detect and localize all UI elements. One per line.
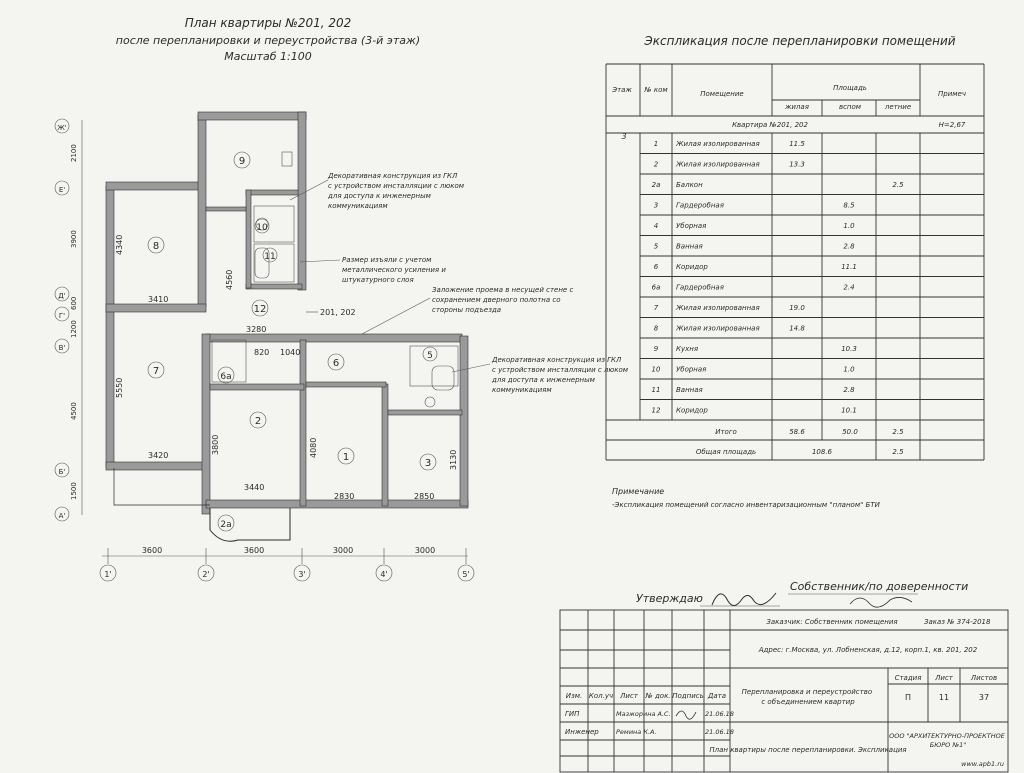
room-number: 8 [152, 241, 160, 252]
title-block [560, 610, 1008, 772]
stamp-order: Заказ № 374-2018 [924, 618, 991, 626]
room-number: 10 [256, 223, 268, 233]
plan-title [116, 16, 420, 63]
stage-head: Стадия [894, 674, 922, 682]
row-aux: 2.8 [843, 386, 855, 394]
stamp-drawing: План квартиры после перепланировки. Экспликация [709, 746, 907, 754]
col-head: Дата [707, 692, 727, 700]
room-label [252, 300, 268, 316]
callout-4: Декоративная конструкция из ГКЛ с устройством инсталляции с люком для доступа к инженерным коммуникациям [492, 356, 629, 394]
inner-dimensions [115, 235, 458, 501]
loggia-line [114, 468, 210, 505]
room-number: 2 [254, 416, 262, 427]
header-floor: Этаж [612, 86, 632, 94]
axis-label: 5' [462, 570, 470, 579]
approve-label: Утверждаю [636, 592, 703, 605]
row-number: 3 [653, 201, 659, 210]
wall-room9-top [198, 112, 306, 120]
room-label [263, 248, 277, 262]
wall-left [106, 186, 114, 468]
toilet-5 [425, 397, 435, 407]
plan-title-line1: План квартиры №201, 202 [184, 16, 352, 30]
dim-text: 3800 [211, 434, 220, 455]
wall-room10-left [246, 190, 251, 288]
wall-right [460, 336, 468, 506]
axis-label: Д' [58, 292, 66, 300]
row-number: 1 [653, 140, 659, 148]
callout-2: Размер изъяли с учетом металлического усиления и штукатурного слоя [342, 256, 446, 284]
axis-dim: 3000 [414, 546, 436, 555]
approval [636, 580, 968, 607]
dim-text: 3130 [449, 449, 458, 470]
wall-room6-bottom [306, 382, 386, 387]
room-label [420, 454, 436, 470]
floor-number: 3 [621, 132, 627, 141]
stove [282, 152, 292, 166]
wall-room9-bottom [206, 207, 246, 211]
wall-room7-bottom [106, 462, 206, 470]
staff-role: Инженер [565, 728, 599, 736]
room11-outline [254, 244, 294, 282]
plan-scale: Масштаб 1:100 [224, 50, 312, 63]
stamp-address: Адрес: г.Москва, ул. Лобненская, д.12, корп.1, кв. 201, 202 [758, 646, 978, 654]
row-number: 4 [653, 222, 659, 230]
axis-label: В' [58, 344, 66, 352]
room-label [250, 412, 266, 428]
signature [676, 711, 696, 719]
col-head: Кол.уч [588, 692, 614, 700]
axis-label: 1' [104, 570, 112, 579]
row-number: 6 [653, 263, 659, 271]
row-number: 5 [653, 242, 659, 251]
wall-corridor-top [206, 334, 462, 342]
row-number: 12 [651, 406, 661, 415]
wall-room2-left [202, 334, 210, 514]
row-aux: 1.0 [843, 222, 855, 230]
stage-value: П [904, 693, 912, 702]
dim-text: 4340 [115, 234, 124, 255]
axis-dim: 1200 [70, 320, 78, 338]
row-name: Уборная [676, 365, 707, 374]
row-name: Жилая изолированная [676, 304, 760, 312]
overall-value: 108.6 [811, 448, 833, 456]
room-number: 9 [238, 156, 246, 167]
row-number: 6а [651, 283, 661, 292]
room-number: 6а [220, 372, 232, 382]
flat-label: 201, 202 [320, 308, 356, 317]
row-number: 8 [653, 324, 659, 333]
room-number: 2а [220, 520, 232, 530]
header-name: Помещение [700, 90, 744, 98]
row-number: 9 [653, 345, 659, 353]
dim-text: 4080 [309, 437, 318, 458]
room-label [423, 347, 437, 361]
axis-dim: 600 [70, 296, 78, 310]
row-name: Балкон [676, 181, 703, 189]
row-number: 7 [653, 304, 659, 312]
ceiling-height: Н=2,67 [938, 121, 966, 129]
row-aux: 11.1 [841, 263, 857, 271]
signature [850, 597, 912, 607]
header-living: жилая [785, 103, 809, 111]
axis-label: Г' [58, 312, 66, 320]
header-summer: летние [884, 103, 912, 111]
dim-text: 3280 [246, 325, 267, 334]
axis-dim: 4500 [70, 402, 78, 420]
total-aux: 50.0 [842, 428, 858, 436]
wall-room3-top [388, 410, 462, 415]
callout-1: Декоративная конструкция из ГКЛ с устройством инсталляции с люком для доступа к инженерным коммуникациям [328, 172, 465, 210]
dim-text: 820 [254, 348, 270, 357]
header-area: Площадь [833, 84, 867, 92]
row-aux: 10.1 [841, 406, 857, 415]
stamp-work: Перепланировка и переустройство с объединением квартир [741, 688, 873, 706]
room-label [234, 152, 250, 168]
axes-left [55, 119, 82, 521]
overall-label: Общая площадь [695, 448, 757, 456]
header-num: № ком [644, 86, 668, 94]
dim-text: 5550 [115, 377, 124, 398]
row-living: 11.5 [789, 140, 805, 148]
notes-title: Примечание [612, 487, 665, 496]
stamp-customer: Заказчик: Собственник помещения [766, 618, 898, 626]
wall-room2-room1 [300, 340, 306, 506]
dim-text: 3410 [148, 295, 169, 304]
row-number: 10 [651, 365, 661, 374]
room-label [148, 362, 164, 378]
col-head: Лист [620, 692, 638, 700]
axis-label: Е' [58, 186, 66, 194]
axis-dim: 3900 [70, 230, 78, 248]
sheets-head: Листов [970, 674, 998, 682]
explication-totals [696, 428, 904, 456]
row-aux: 1.0 [843, 365, 855, 374]
staff-role: ГИП [565, 710, 580, 718]
total-label: Итого [715, 428, 737, 436]
wall-room11-bottom [246, 284, 302, 289]
staff-name: Ремина К.А. [616, 728, 657, 736]
sheet-value: 11 [938, 693, 950, 702]
room-label [218, 515, 234, 531]
explication-title: Экспликация после перепланировки помещений [644, 34, 956, 48]
room-label [148, 237, 164, 253]
axis-dim: 3600 [243, 546, 265, 555]
axis-dim: 3600 [141, 546, 163, 555]
room-number: 6 [332, 358, 340, 369]
header-note: Примеч [938, 90, 966, 98]
room-number: 3 [424, 458, 432, 469]
staff-date: 21.06.18 [705, 728, 734, 736]
axis-dim: 2100 [70, 144, 78, 162]
header-aux: вспом [838, 103, 862, 111]
room-number: 12 [253, 304, 267, 315]
wall-room9-left [198, 115, 206, 307]
room-number: 7 [152, 366, 160, 377]
axis-label: А' [58, 512, 66, 520]
staff-date: 21.06.18 [705, 710, 734, 718]
total-living: 58.6 [789, 428, 805, 436]
axes-bottom [100, 546, 474, 581]
flat-row: Квартира №201, 202 [732, 121, 808, 129]
row-living: 19.0 [789, 304, 805, 312]
col-head: Подпись [672, 692, 704, 700]
room-label [338, 448, 354, 464]
row-name: Гардеробная [676, 201, 724, 210]
callout-3: Заложение проема в несущей стене с сохранением дверного полотна со стороны подъезда [432, 286, 574, 314]
dim-text: 2830 [334, 492, 355, 501]
row-name: Гардеробная [676, 283, 724, 292]
row-number: 2 [653, 160, 659, 169]
dim-text: 3440 [244, 483, 265, 492]
row-aux: 8.5 [843, 201, 855, 210]
wall-room10-top [246, 190, 298, 195]
room-label [328, 354, 344, 370]
dim-text: 2850 [414, 492, 435, 501]
explication [606, 34, 984, 509]
explication-header [611, 84, 966, 141]
dim-text: 4560 [225, 269, 234, 290]
room-label [255, 219, 269, 233]
axis-label: 4' [380, 570, 388, 579]
notes-text: -Экспликация помещений согласно инвентаризационным "планом" БТИ [612, 501, 880, 509]
dim-text: 3420 [148, 451, 169, 460]
room5-outline [410, 346, 458, 386]
col-head: Изм. [565, 692, 583, 700]
stamp-company: ООО "АРХИТЕКТУРНО-ПРОЕКТНОЕ БЮРО №1" [889, 732, 1005, 749]
shower [432, 366, 454, 390]
row-name: Ванная [676, 242, 703, 251]
row-name: Жилая изолированная [676, 160, 760, 169]
row-aux: 2.4 [843, 283, 855, 292]
row-number: 11 [651, 386, 661, 394]
axis-label: 2' [202, 570, 210, 579]
row-aux: 2.8 [843, 242, 855, 251]
row-living: 13.3 [789, 160, 805, 169]
room-number: 1 [342, 452, 350, 463]
signature [712, 593, 776, 606]
stamp-site: www.apb1.ru [961, 760, 1004, 768]
dim-text: 1040 [280, 348, 301, 357]
row-name: Ванная [676, 386, 703, 394]
overall-summer: 2.5 [892, 448, 904, 456]
staff-name: Мазжорина А.С. [616, 710, 671, 718]
row-name: Кухня [676, 345, 699, 353]
axis-label: Ж' [57, 124, 67, 132]
row-name: Жилая изолированная [676, 324, 760, 333]
col-head: № док. [645, 692, 671, 700]
wall-room8-bottom [106, 304, 206, 312]
room-label [218, 367, 234, 383]
sheets-value: 37 [978, 693, 990, 702]
axis-label: 3' [298, 570, 306, 579]
row-name: Коридор [676, 406, 708, 415]
row-name: Уборная [676, 222, 707, 230]
wall-bottom [206, 500, 468, 508]
axis-dim: 3000 [332, 546, 354, 555]
axis-label: Б' [58, 468, 66, 476]
row-name: Жилая изолированная [676, 140, 760, 148]
plan-title-line2: после перепланировки и переустройства (3-й этаж) [115, 34, 421, 47]
total-summer: 2.5 [892, 428, 904, 436]
owner-label: Собственник/по доверенности [790, 580, 969, 593]
sheet-head: Лист [935, 674, 953, 682]
row-aux: 10.3 [841, 345, 857, 353]
wall-top-left [106, 182, 202, 190]
wall-room1-room3 [382, 384, 388, 506]
row-number: 2а [651, 181, 661, 189]
wall-room9-right [298, 112, 306, 290]
axis-dim: 1500 [70, 482, 78, 500]
room-number: 5 [427, 351, 433, 361]
room-number: 11 [264, 252, 276, 262]
row-summer: 2.5 [892, 181, 904, 189]
wall-room2-top [210, 384, 304, 390]
row-living: 14.8 [789, 324, 805, 333]
explication-rows [652, 140, 905, 415]
row-name: Коридор [676, 263, 708, 271]
